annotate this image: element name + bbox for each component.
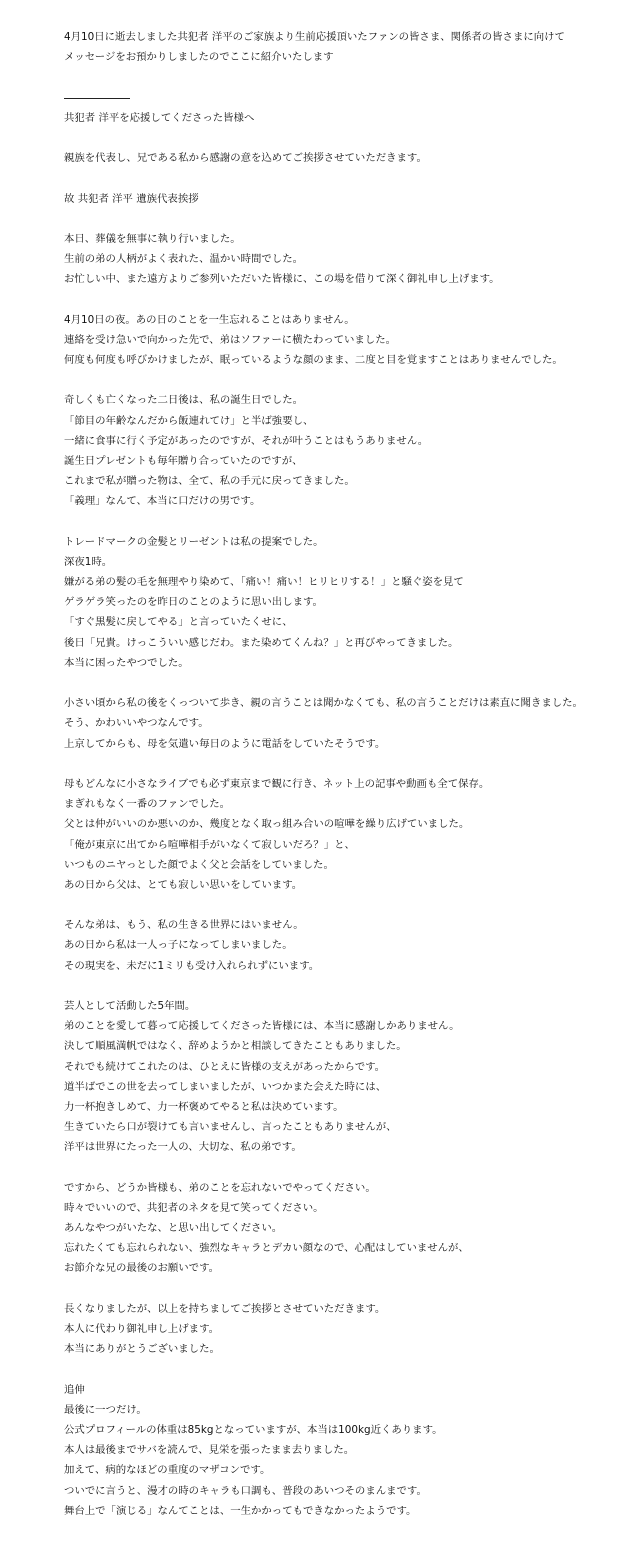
intro-line: 4月10日に逝去しました共犯者 洋平のご家族より生前応援頂いたファンの皆さま、関係者の皆さまに向けて	[64, 31, 565, 43]
letter-line: まぎれもなく一番のファンでした。	[64, 798, 231, 811]
letter-body	[64, 108, 620, 1521]
intro-paragraph	[64, 27, 620, 67]
blank-line	[64, 128, 620, 148]
letter-line: 何度も何度も呼びかけましたが、眠っているような顔のまま、二度と目を覚ますことはありませんでした。	[64, 354, 563, 366]
letter-line: 長くなりましたが、以上を持ちましてご挨拶とさせていただきます。	[64, 1302, 386, 1315]
blank-line	[64, 754, 620, 774]
blank-line	[64, 673, 620, 693]
letter-line: お節介な兄の最後のお願いです。	[64, 1262, 220, 1275]
letter-line: その現実を、未だに1ミリも受け入れられずにいます。	[64, 959, 320, 972]
letter-line: ゲラゲラ笑ったのを昨日のことのように思い出します。	[64, 596, 323, 609]
letter-line: 上京してからも、母を気遣い毎日のように電話をしていたそうです。	[64, 737, 386, 750]
letter-line: ついでに言うと、漫才の時のキャラも口調も、普段のあいつそのまんまです。	[64, 1484, 427, 1497]
letter-line: 連絡を受け急いで向かった先で、弟はソファーに横たわっていました。	[64, 333, 396, 346]
blank-line	[64, 976, 620, 996]
letter-line: 「すぐ黒髪に戻してやる」と言っていたくせに、	[64, 616, 293, 629]
letter-line: 道半ばでこの世を去ってしまいましたが、いつかまた会えた時には、	[64, 1080, 387, 1093]
letter-line: あの日から私は一人っ子になってしまいました。	[64, 939, 293, 952]
letter-line: トレードマークの金髪とリーゼントは私の提案でした。	[64, 535, 324, 548]
letter-line: 洋平は世界にたった一人の、大切な、私の弟です。	[64, 1141, 302, 1154]
blank-line	[64, 289, 620, 309]
letter-line: そんな弟は、もう、私の生きる世界にはいません。	[64, 919, 304, 932]
letter-line: 忘れたくても忘れられない、強烈なキャラとデカい顔なので、心配はしていませんが、	[64, 1242, 469, 1255]
letter-line: これまで私が贈った物は、全て、私の手元に戻ってきました。	[64, 475, 355, 488]
letter-line: 深夜1時。	[64, 555, 113, 568]
letter-line: 故 共犯者 洋平 遺族代表挨拶	[64, 192, 199, 205]
letter-line: 共犯者 洋平を応援してくださった皆様へ	[64, 111, 255, 124]
letter-line: 本当に困ったやつでした。	[64, 656, 189, 669]
letter-line: 嫌がる弟の髪の毛を無理やり染めて、「痛い！痛い！ヒリヒリする！」と騒ぐ姿を見て	[64, 576, 464, 589]
letter-line: 公式プロフィールの体重は85kgとなっていますが、本当は100kg近くあります。	[64, 1423, 443, 1436]
intro-line: メッセージをお預かりしましたのでここに紹介いたします	[64, 51, 334, 64]
separator-rule	[64, 98, 130, 99]
letter-paragraph	[64, 532, 620, 673]
letter-paragraph	[64, 310, 620, 371]
letter-line: 後日「兄貴。けっこういい感じだわ。また染めてくんね？」と再びやってきました。	[64, 636, 459, 649]
letter-line: 生きていたら口が裂けても言いませんし、言ったこともありませんが、	[64, 1121, 397, 1134]
letter-line: 舞台上で「演じる」なんてことは、一生かかってもできなかったようです。	[64, 1504, 417, 1517]
letter-line: ですから、どうか皆様も、弟のことを忘れないでやってください。	[64, 1181, 376, 1194]
letter-paragraph	[64, 108, 620, 128]
blank-line	[64, 1359, 620, 1379]
blank-line	[64, 512, 620, 532]
letter-paragraph	[64, 1299, 620, 1360]
letter-line: 奇しくも亡くなった二日後は、私の誕生日でした。	[64, 394, 303, 407]
letter-line: 父とは仲がいいのか悪いのか、幾度となく取っ組み合いの喧嘩を繰り広げていました。	[64, 818, 470, 831]
letter-line: 弟のことを愛して暮って応援してくださった皆様には、本当に感謝しかありません。	[64, 1020, 460, 1033]
letter-line: 本当にありがとうございました。	[64, 1343, 220, 1356]
blank-line	[64, 168, 620, 188]
letter-paragraph	[64, 189, 620, 209]
letter-paragraph	[64, 996, 620, 1158]
blank-line	[64, 209, 620, 229]
letter-paragraph	[64, 390, 620, 511]
letter-line: 本日、葬儀を無事に執り行いました。	[64, 232, 241, 245]
letter-line: 本人に代わり御礼申し上げます。	[64, 1323, 220, 1335]
letter-line: 決して順風満帆ではなく、辞めようかと相談してきたこともありました。	[64, 1040, 407, 1053]
letter-line: 親族を代表し、兄である私から感謝の意を込めてご挨拶させていただきます。	[64, 152, 427, 165]
letter-paragraph	[64, 693, 620, 754]
letter-line: 「義理」なんて、本当に口だけの男です。	[64, 495, 261, 508]
letter-line: 最後に一つだけ。	[64, 1403, 147, 1416]
letter-line: あの日から父は、とても寂しい思いをしています。	[64, 878, 303, 891]
letter-paragraph	[64, 1178, 620, 1279]
letter-line: そう、かわいいやつなんです。	[64, 717, 209, 730]
letter-line: 生前の弟の人柄がよく表れた、温かい時間でした。	[64, 253, 303, 266]
blank-line	[64, 370, 620, 390]
letter-line: いつものニヤっとした顔でよく父と会話をしていました。	[64, 858, 334, 871]
letter-line: お忙しい中、また遠方よりご参列いただいた皆様に、この場を借りて深く御礼申し上げます。	[64, 273, 500, 286]
blank-line	[64, 1158, 620, 1178]
letter-paragraph	[64, 1380, 620, 1521]
letter-line: 4月10日の夜。あの日のことを一生忘れることはありません。	[64, 313, 355, 326]
letter-line: 時々でいいので、共犯者のネタを見て笑ってください。	[64, 1201, 324, 1214]
blank-line	[64, 895, 620, 915]
letter-line: 一緒に食事に行く予定があったのですが、それが叶うことはもうありません。	[64, 434, 429, 447]
letter-line: 「俺が東京に出てから喧嘩相手がいなくて寂しいだろ？」と、	[64, 838, 355, 851]
blank-line	[64, 67, 620, 87]
blank-line	[64, 1279, 620, 1299]
letter-line: 母もどんなに小さなライブでも必ず東京まで観に行き、ネット上の記事や動画も全て保存。	[64, 777, 490, 790]
letter-line: あんなやつがいたな、と思い出してください。	[64, 1222, 283, 1235]
letter-paragraph	[64, 148, 620, 168]
letter-line: 加えて、病的なほどの重度のマザコンです。	[64, 1464, 271, 1477]
letter-line: 力一杯抱きしめて、力一杯褒めてやると私は決めています。	[64, 1100, 344, 1113]
letter-line: 本人は最後までサバを読んで、見栄を張ったまま去りました。	[64, 1444, 355, 1457]
letter-paragraph	[64, 774, 620, 895]
letter-line: 「節目の年齢なんだから飯連れてけ」と半ば強要し、	[64, 414, 314, 427]
letter-paragraph	[64, 229, 620, 290]
letter-line: それでも続けてこれたのは、ひとえに皆様の支えがあったからです。	[64, 1060, 386, 1073]
letter-line: 誕生日プレゼントも毎年贈り合っていたのですが、	[64, 454, 303, 467]
letter-line: 芸人として活動した5年間。	[64, 1000, 196, 1012]
letter-line: 小さい頃から私の後をくっついて歩き、親の言うことは聞かなくても、私の言うことだけは素直に聞きました。	[64, 697, 583, 710]
letter-paragraph	[64, 915, 620, 976]
letter-line: 追伸	[64, 1383, 85, 1396]
